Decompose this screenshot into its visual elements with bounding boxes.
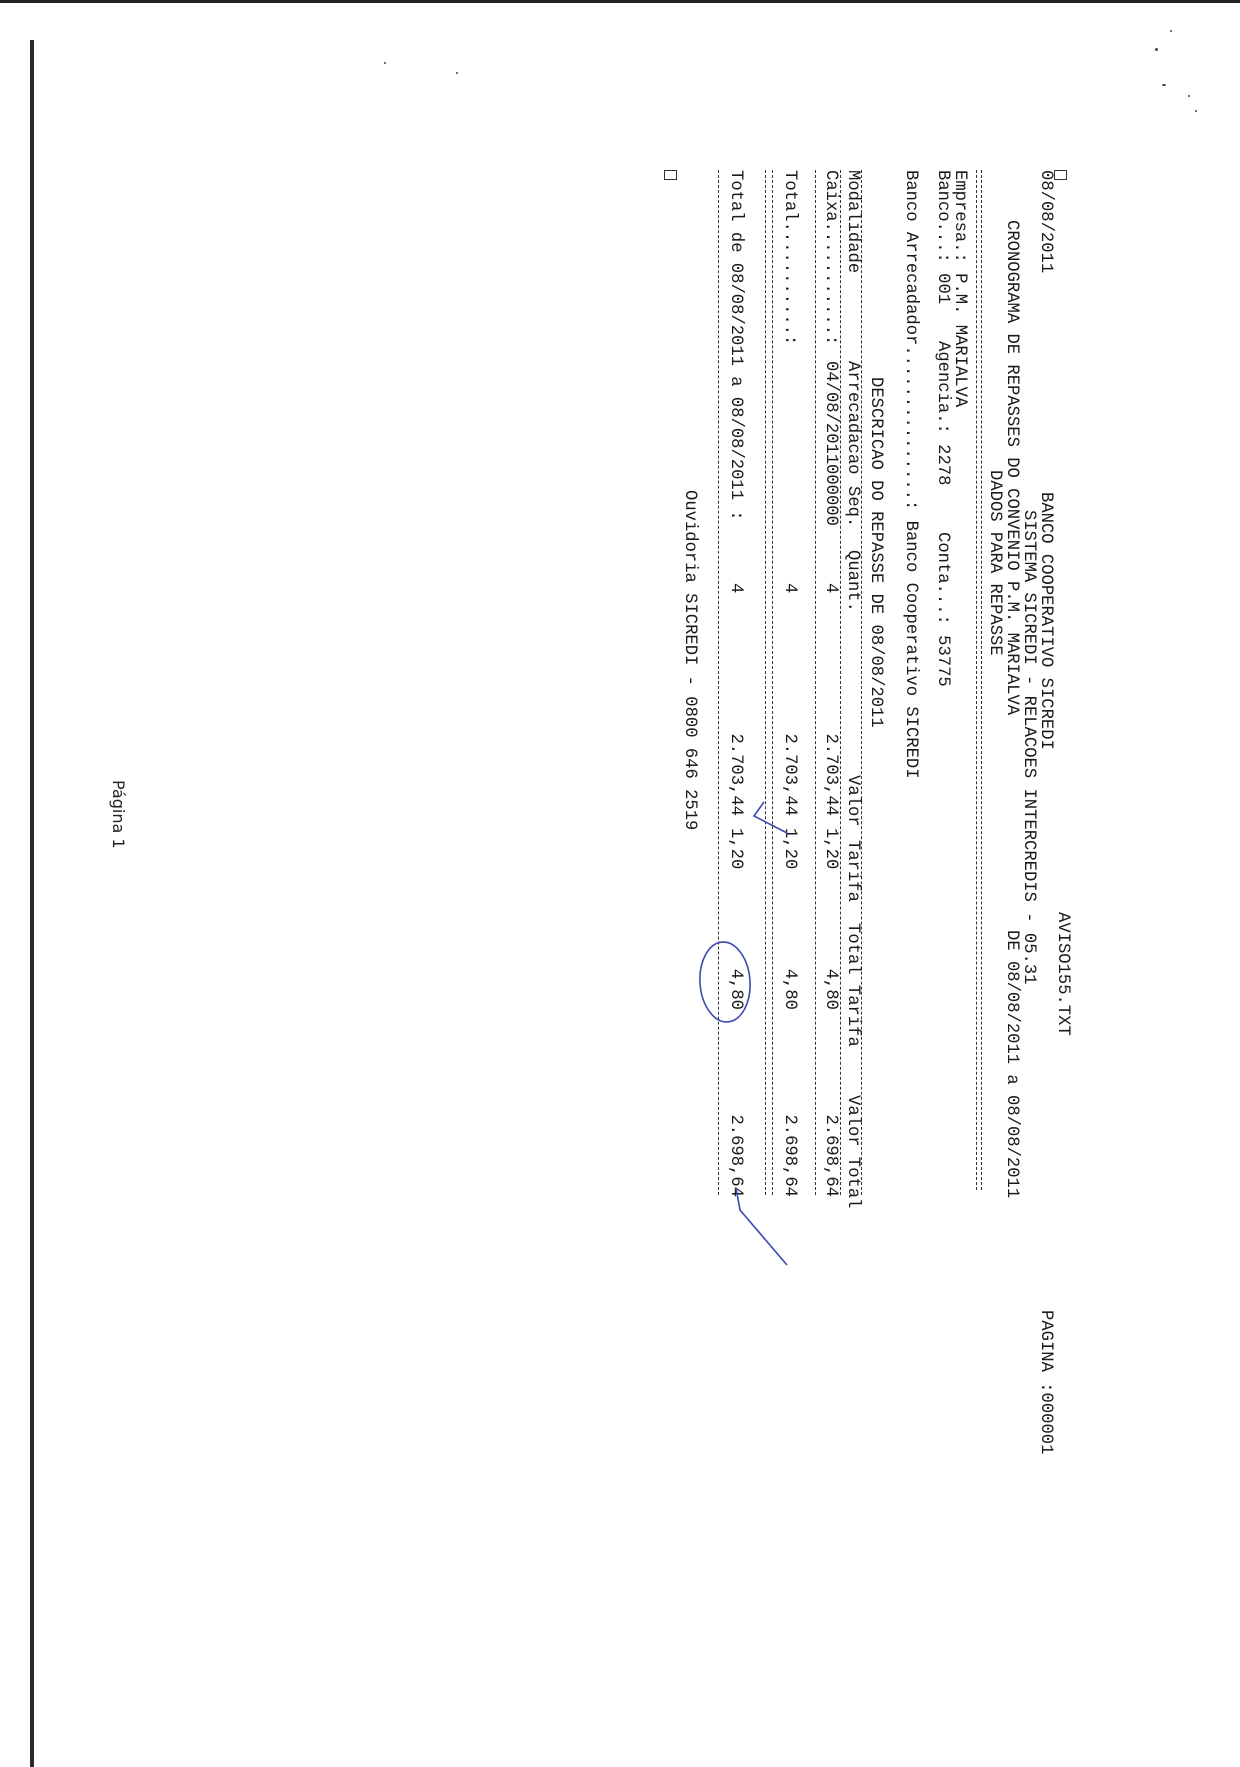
page-label: PAGINA :000001 [1036,1310,1055,1455]
pen-annotations [570,170,1070,1420]
col-header-total-tarifa: Total Tarifa [843,923,862,1047]
agency-number: Agencia.: 2278 [933,341,952,486]
row-arrecadacao: 04/08/2011 [821,361,840,465]
total-valor-total: 2.698,64 [780,1114,799,1197]
file-name: AVISO155.TXT [1053,912,1072,1036]
row-bottom-rule [815,170,816,1195]
schedule-title: CRONOGRAMA DE REPASSES DO CONVENIO P.M. MARIALVA [1002,220,1021,716]
report-date: 08/08/2011 [1036,170,1055,274]
pen-checkmark-2 [736,1188,787,1265]
report-subtitle: DADOS PARA REPASSE [985,470,1004,656]
system-line: SISTEMA SICREDI - RELACOES INTERCREDIS - 05.31 [1019,510,1038,985]
period-total-valor: 2.703,44 [726,733,745,816]
control-char-box-bottom [664,170,677,180]
period-total-quant: 4 [726,583,745,594]
header-separator [976,170,982,1190]
period-total-bottom-rule [718,170,719,1195]
total-total-tarifa: 4,80 [780,968,799,1010]
page-number: Página 1 [109,780,128,849]
col-header-arrecadacao: Arrecadacao [843,361,862,475]
col-header-modalidade: Modalidade [843,170,862,274]
total-quant: 4 [780,583,799,594]
header-bottom-rule [840,170,841,1195]
collecting-bank: Banco Arrecadador...............: Banco Cooperativo SICREDI [901,170,920,779]
report-period: DE 08/08/2011 a 08/08/2011 [1002,930,1021,1199]
account-number: Conta...: 53775 [933,532,952,687]
row-quant: 4 [821,583,840,594]
bank-name: BANCO COOPERATIVO SICREDI [1036,492,1055,750]
control-char-box [1054,170,1067,180]
company-name: Empresa.: P.M. MARIALVA [950,170,969,408]
period-total-valor-total: 2.698,64 [726,1114,745,1197]
total-valor: 2.703,44 [780,733,799,816]
col-header-seq: Seq. [843,486,862,528]
period-total-label: Total de 08/08/2011 a 08/08/2011 : [726,170,745,521]
scan-left-edge [30,40,34,1767]
row-total-tarifa: 4,80 [821,968,840,1010]
row-valor-total: 2.698,64 [821,1114,840,1197]
total-label: Total...........: [780,170,799,346]
report-sheet [570,170,1072,1455]
col-header-valor: Valor [843,775,862,827]
total-bottom-rule [772,170,773,1195]
col-header-quant: Quant. [843,550,862,612]
row-valor: 2.703,44 [821,733,840,816]
bank-number: Banco...: 001 [933,170,952,305]
total-bottom-rule-2 [765,170,766,1195]
ouvidoria-line: Ouvidoria SICREDI - 0800 646 2519 [680,490,699,831]
row-tarifa: 1,20 [821,828,840,870]
period-total-total-tarifa: 4,80 [726,968,745,1010]
row-modalidade: Caixa...........: [821,170,840,346]
section-title: DESCRICAO DO REPASSE DE 08/08/2011 [866,377,885,728]
col-header-valor-total: Valor Total [843,1095,862,1209]
period-total-tarifa: 1,20 [726,828,745,870]
col-header-tarifa: Tarifa [843,840,862,902]
row-seq: 000000 [821,464,840,526]
total-tarifa: 1,20 [780,828,799,870]
scan-top-edge [0,0,1240,3]
